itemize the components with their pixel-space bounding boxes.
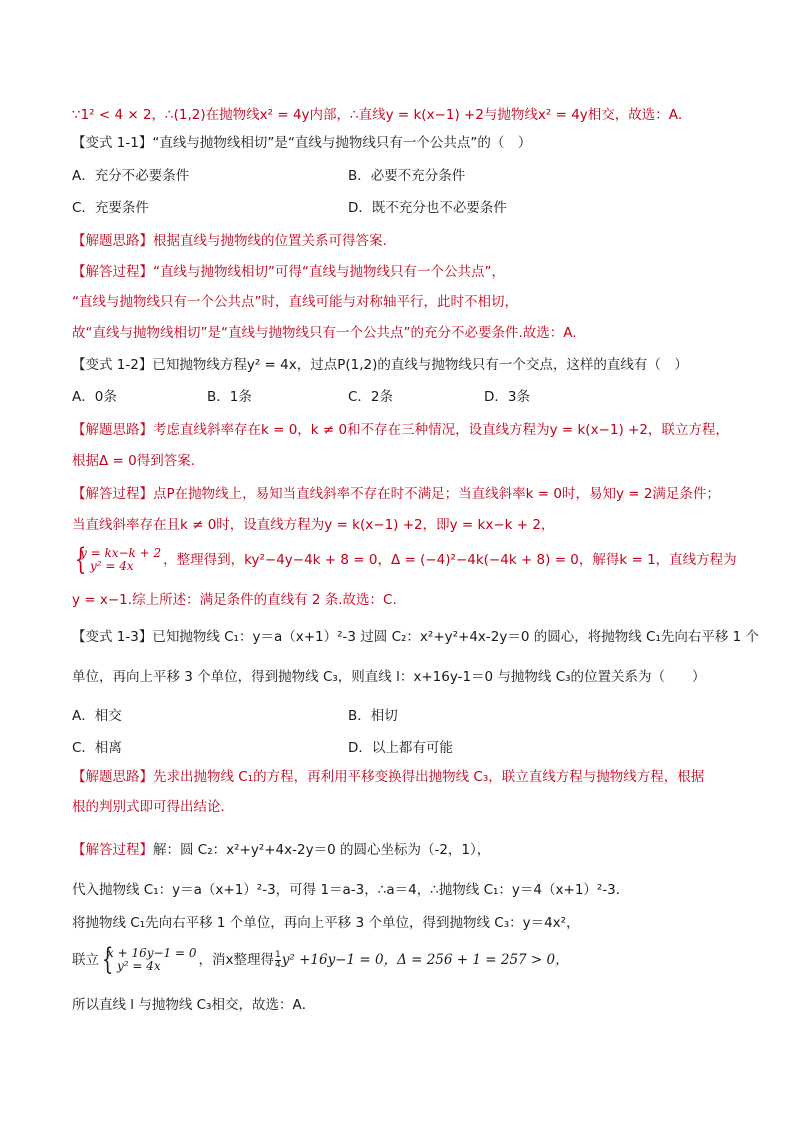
hint-text: 先求出抛物线 C₁的方程，再利用平移变换得出抛物线 C₃，联立直线方程与抛物线方程，根据 [153, 769, 705, 785]
hint-text: 考虑直线斜率存在k = 0，k ≠ 0和不存在三种情况，设直线方程为y = k(x−1) +2，联立方程， [153, 422, 729, 438]
option-c: C．2条 [348, 389, 394, 405]
variant-1-3-question-1 [72, 627, 760, 647]
solution-conclusion-line [72, 105, 722, 125]
option-c: C．相离 [72, 740, 122, 756]
hint-tag: 【解题思路】 [72, 422, 153, 438]
solution-text: y² +16y−1 = 0，Δ = 256 + 1 = 257 > 0， [281, 952, 569, 968]
question-text: 已知抛物线 C₁：y＝a（x+1）²-3 过圆 C₂：x²+y²+4x-2y＝0 的圆心，将抛物线 C₁先向右平移 1 个 [152, 629, 760, 645]
solution-text: 点P在抛物线上，易知当直线斜率不存在时不满足；当直线斜率k = 0时，易知y = 2满足条件； [153, 486, 720, 502]
variant-1-3-solution-4 [72, 943, 722, 977]
variant-1-3-hint-1 [72, 767, 722, 787]
solution-text: 联立 [72, 952, 99, 968]
option-d: D．以上都有可能 [348, 740, 453, 756]
variant-1-2-solution-4: y = x−1.综上所述：满足条件的直线有 2 条.故选：C. [72, 592, 397, 608]
option-a: A．相交 [72, 708, 122, 724]
fraction-numerator: 1 [275, 949, 281, 960]
solution-text: 解：圆 C₂：x²+y²+4x-2y＝0 的圆心坐标为（-2，1）， [153, 842, 491, 858]
option-b: B．必要不充分条件 [348, 168, 466, 184]
variant-1-2-solution-1 [72, 484, 722, 504]
variant-1-2-solution-3 [72, 542, 737, 577]
variant-1-1-solution-2: “直线与抛物线只有一个公共点”时，直线可能与对称轴平行，此时不相切， [72, 294, 518, 310]
solution-text: ，整理得到，ky²−4y−4k + 8 = 0，Δ = (−4)²−4k(−4k + 8) = 0，解得k = 1，直线方程为 [163, 552, 737, 568]
variant-1-1-question [72, 133, 722, 153]
variant-1-1-hint [72, 231, 722, 251]
equation-system: { x + 16y−1 = 0 y² = 4x [101, 942, 197, 977]
solution-tag: 【解答过程】 [72, 842, 153, 858]
solution-tag: 【解答过程】 [72, 264, 153, 280]
variant-1-3-question-2: 单位，再向上平移 3 个单位，得到抛物线 C₃，则直线 l：x+16y-1＝0 与抛物线 C₃的位置关系为（ ） [72, 669, 706, 685]
question-text: “直线与抛物线相切”是“直线与抛物线只有一个公共点”的（ ） [152, 135, 532, 151]
solution-text: ，消x整理得 [198, 952, 275, 968]
variant-1-2-hint-1 [72, 420, 729, 440]
hint-tag: 【解题思路】 [72, 233, 153, 249]
equation-system: { y = kx−k + 2 y² = 4x [74, 542, 162, 577]
conclusion-text: ∵1² < 4 × 2，∴(1,2)在抛物线x² = 4y内部，∴直线y = k(x−1) +2与抛物线x² = 4y相交，故选：A． [72, 107, 692, 123]
hint-tag: 【解题思路】 [72, 769, 153, 785]
option-a: A．充分不必要条件 [72, 168, 190, 184]
system-row-2: y² = 4x [90, 559, 134, 573]
variant-1-3-solution-3: 将抛物线 C₁先向右平移 1 个单位，再向上平移 3 个单位，得到抛物线 C₃：y＝4x²， [72, 915, 580, 931]
solution-text: “直线与抛物线相切”可得“直线与抛物线只有一个公共点”， [153, 264, 505, 280]
option-b: B．相切 [348, 708, 398, 724]
variant-1-3-hint-2: 根的判别式即可得出结论． [72, 799, 234, 815]
variant-1-2-hint-2: 根据Δ = 0得到答案. [72, 453, 196, 469]
option-b: B．1条 [207, 389, 252, 405]
variant-1-3-solution-1 [72, 840, 722, 860]
variant-1-1-solution-1 [72, 262, 722, 282]
option-a: A．0条 [72, 389, 117, 405]
fraction-denominator: 4 [275, 959, 281, 970]
variant-1-3-solution-5: 所以直线 l 与抛物线 C₃相交，故选：A． [72, 997, 316, 1013]
fraction [275, 951, 281, 970]
variant-1-3-solution-2: 代入抛物线 C₁：y＝a（x+1）²-3，可得 1＝a-3，∴a＝4，∴抛物线 C₁：y＝4（x+1）²-3． [72, 882, 630, 898]
system-row-1: y = kx−k + 2 [80, 546, 162, 560]
variant-tag: 【变式 1-2】 [72, 357, 153, 373]
variant-1-1-solution-3: 故“直线与抛物线相切”是“直线与抛物线只有一个公共点”的充分不必要条件.故选：A. [72, 325, 577, 341]
option-d: D．既不充分也不必要条件 [348, 200, 507, 216]
solution-tag: 【解答过程】 [72, 486, 153, 502]
system-row-2: y² = 4x [117, 959, 161, 973]
hint-text: 根据直线与抛物线的位置关系可得答案. [153, 233, 387, 249]
option-d: D．3条 [484, 389, 530, 405]
variant-tag: 【变式 1-1】 [72, 135, 153, 151]
option-c: C．充要条件 [72, 200, 149, 216]
system-row-1: x + 16y−1 = 0 [107, 946, 197, 960]
variant-tag: 【变式 1-3】 [72, 629, 153, 645]
variant-1-2-question [72, 355, 722, 375]
variant-1-2-solution-2: 当直线斜率存在且k ≠ 0时，设直线方程为y = k(x−1) +2，即y = kx−k + 2， [72, 517, 555, 533]
question-text: 已知抛物线方程y² = 4x，过点P(1,2)的直线与抛物线只有一个交点，这样的直线有（ ） [152, 357, 688, 373]
